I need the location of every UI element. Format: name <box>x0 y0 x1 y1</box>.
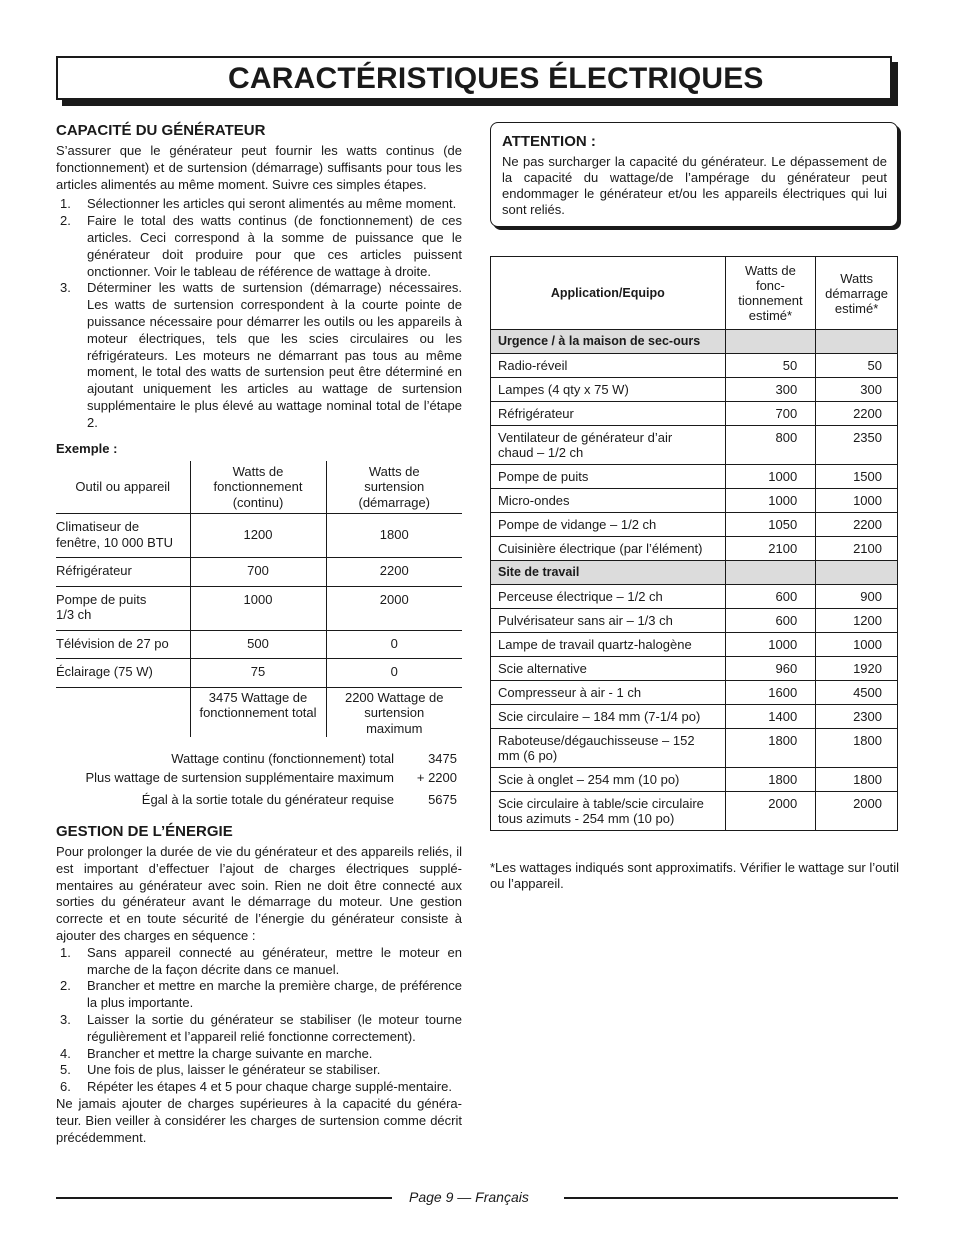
energy-step: 2. Brancher et mettre en marche la première charge, de préférence la plus importante. <box>60 978 462 1011</box>
energy-heading: GESTION DE L’ÉNERGIE <box>56 823 233 841</box>
page-title: CARACTÉRISTIQUES ÉLECTRIQUES <box>228 62 764 95</box>
summary-row <box>56 768 462 787</box>
example-item: Pompe de puits 1/3 ch <box>56 586 190 630</box>
example-col-run: Watts de fonctionnement (continu) <box>190 461 326 514</box>
run-watts: 600 <box>725 585 816 609</box>
wattage-note: *Les wattages indiqués sont approximatifs. Vérifier le wattage sur l’outil ou l’appareil. <box>490 860 899 891</box>
page-footer <box>56 1188 898 1208</box>
run-watts: 1400 <box>725 705 816 729</box>
attention-title: ATTENTION : <box>502 133 596 150</box>
footer-rule-left <box>56 1197 392 1199</box>
start-watts: 2350 <box>816 426 898 465</box>
run-watts: 1800 <box>725 729 816 768</box>
table-row <box>56 558 462 587</box>
run-watts: 1050 <box>725 513 816 537</box>
app-name: Lampe de travail quartz-halogène <box>491 633 726 657</box>
energy-outro: Ne jamais ajouter de charges supérieures à la capacité du généra-teur. Bien veiller à considérer les charges de surtension comme décrit précédemment. <box>56 1096 462 1145</box>
wattage-table <box>490 256 898 831</box>
left-column <box>56 122 462 1146</box>
run-watts: 2000 <box>725 792 816 831</box>
energy-steps <box>56 945 462 1096</box>
table-row <box>56 630 462 659</box>
app-name: Raboteuse/dégauchisseuse – 152 mm (6 po) <box>491 729 726 768</box>
attention-panel <box>490 122 898 227</box>
table-row <box>56 514 462 558</box>
app-name: Pompe de puits <box>491 465 726 489</box>
title-banner <box>56 56 898 106</box>
page-number: Page 9 — Français <box>409 1189 529 1205</box>
example-total-spacer <box>56 687 190 737</box>
example-start: 1800 <box>326 514 462 558</box>
start-watts: 1800 <box>816 729 898 768</box>
app-name: Scie circulaire à table/scie circulaire tous azimuts - 254 mm (10 po) <box>491 792 726 831</box>
energy-step: 3. Laisser la sortie du générateur se stabiliser (le moteur tourne régulièrement et l’appareil relié fonctionne correctement). <box>60 1012 462 1044</box>
summary-row <box>56 749 462 768</box>
table-row <box>491 402 898 426</box>
energy-step: 5. Une fois de plus, laisser le générateur se stabiliser. <box>60 1062 381 1078</box>
app-name: Scie circulaire – 184 mm (7-1/4 po) <box>491 705 726 729</box>
capacity-intro: S’assurer que le générateur peut fournir les watts continus (de fonctionnement) et de surtension (démarrage) suffisants pour tous les articles alimentés au même moment. Suivre ces simples étapes. <box>56 143 462 192</box>
summary-label: Wattage continu (fonctionnement) total <box>171 751 394 767</box>
energy-intro: Pour prolonger la durée de vie du générateur et des appareils reliés, il est important d’effectuer l’ajout de charges électriques supplé-mentaires au générateur avec soin. Rien ne doit être connecté aux sorties du générateur avant le démarrage du moteur. Une gestion correcte et en toute sécurité de l’énergie du générateur consiste à ajouter des charges en séquence : <box>56 844 462 944</box>
table-row <box>491 768 898 792</box>
run-watts: 300 <box>725 378 816 402</box>
start-watts: 2200 <box>816 513 898 537</box>
table-row <box>491 729 898 768</box>
summary-label: Égal à la sortie totale du générateur requise <box>141 792 394 808</box>
wattage-col-run: Watts de fonc-tionnement estimé* <box>725 257 816 330</box>
start-watts: 1920 <box>816 657 898 681</box>
example-run: 700 <box>190 558 326 587</box>
example-start: 0 <box>326 630 462 659</box>
example-item: Réfrigérateur <box>56 558 190 587</box>
table-row <box>56 586 462 630</box>
run-watts: 700 <box>725 402 816 426</box>
start-watts: 1000 <box>816 633 898 657</box>
table-row <box>491 633 898 657</box>
example-run: 1000 <box>190 586 326 630</box>
section-row <box>491 561 898 585</box>
right-column <box>490 122 902 891</box>
example-table <box>56 461 462 738</box>
app-name: Perceuse électrique – 1/2 ch <box>491 585 726 609</box>
start-watts: 2200 <box>816 402 898 426</box>
example-run: 500 <box>190 630 326 659</box>
start-watts: 1800 <box>816 768 898 792</box>
app-name: Lampes (4 qty x 75 W) <box>491 378 726 402</box>
start-watts: 1000 <box>816 489 898 513</box>
table-row <box>491 537 898 561</box>
table-row <box>491 705 898 729</box>
app-name: Pulvérisateur sans air – 1/3 ch <box>491 609 726 633</box>
footer-rule-right <box>564 1197 898 1199</box>
run-watts: 50 <box>725 354 816 378</box>
wattage-header-row <box>491 257 898 330</box>
capacity-step: 2. Faire le total des watts continus (de fonctionnement) de ces articles. Ceci correspond à la somme de puissance que le générateur doit produire pour que ces articles puissent onctionner. Voir le tableau de référence de wattage à droite. <box>60 213 462 279</box>
title-box <box>56 56 892 100</box>
energy-step: 6. Répéter les étapes 4 et 5 pour chaque charge supplé-mentaire. <box>60 1079 452 1095</box>
example-col-start: Watts de surtension (démarrage) <box>326 461 462 514</box>
summary-value: 5675 <box>428 792 457 808</box>
app-name: Cuisinière électrique (par l’élément) <box>491 537 726 561</box>
run-watts: 1000 <box>725 465 816 489</box>
capacity-heading: CAPACITÉ DU GÉNÉRATEUR <box>56 122 266 139</box>
app-name: Micro-ondes <box>491 489 726 513</box>
table-row <box>491 426 898 465</box>
table-row <box>491 792 898 831</box>
summary-value: + 2200 <box>416 770 457 786</box>
table-row <box>491 657 898 681</box>
app-name: Pompe de vidange – 1/2 ch <box>491 513 726 537</box>
attention-box <box>490 122 901 230</box>
run-watts: 2100 <box>725 537 816 561</box>
run-watts: 600 <box>725 609 816 633</box>
section-row <box>491 330 898 354</box>
table-row <box>491 585 898 609</box>
table-row <box>491 489 898 513</box>
table-row <box>491 354 898 378</box>
table-row <box>491 465 898 489</box>
table-row <box>56 659 462 688</box>
run-watts: 1800 <box>725 768 816 792</box>
summary-value: 3475 <box>428 751 457 767</box>
capacity-step: 1. Sélectionner les articles qui seront alimentés au même moment. <box>60 196 457 212</box>
wattage-col-app: Application/Equipo <box>491 257 726 330</box>
example-start: 2000 <box>326 586 462 630</box>
example-label: Exemple : <box>56 440 118 456</box>
example-total-start: 2200 Wattage de surtension maximum <box>326 687 462 737</box>
example-run: 75 <box>190 659 326 688</box>
example-start: 0 <box>326 659 462 688</box>
run-watts: 1600 <box>725 681 816 705</box>
run-watts: 1000 <box>725 633 816 657</box>
start-watts: 2100 <box>816 537 898 561</box>
app-name: Scie alternative <box>491 657 726 681</box>
energy-step: 1. Sans appareil connecté au générateur, mettre le moteur en marche de la façon décrite dans ce manuel. <box>60 944 462 977</box>
run-watts: 800 <box>725 426 816 465</box>
app-name: Ventilateur de générateur d’air chaud – 1/2 ch <box>491 426 726 465</box>
example-total-run: 3475 Wattage de fonctionnement total <box>190 687 326 737</box>
start-watts: 1500 <box>816 465 898 489</box>
example-item: Éclairage (75 W) <box>56 659 190 688</box>
summary-row <box>56 790 462 809</box>
example-start: 2200 <box>326 558 462 587</box>
run-watts: 960 <box>725 657 816 681</box>
section-name: Urgence / à la maison de sec-ours <box>491 330 726 354</box>
start-watts: 300 <box>816 378 898 402</box>
attention-text: Ne pas surcharger la capacité du générateur. Le dépassement de la capacité du wattage/de l’ampérage du générateur peut endommager le générateur et/ou les appareils électriques qui lui sont reliés. <box>502 154 887 217</box>
table-row <box>491 609 898 633</box>
start-watts: 2300 <box>816 705 898 729</box>
example-item: Télévision de 27 po <box>56 630 190 659</box>
run-watts: 1000 <box>725 489 816 513</box>
app-name: Réfrigérateur <box>491 402 726 426</box>
app-name: Radio-réveil <box>491 354 726 378</box>
energy-step: 4. Brancher et mettre la charge suivante en marche. <box>60 1045 373 1061</box>
summary-label: Plus wattage de surtension supplémentaire maximum <box>85 770 394 786</box>
app-name: Compresseur à air - 1 ch <box>491 681 726 705</box>
start-watts: 4500 <box>816 681 898 705</box>
wattage-col-start: Watts démarrage estimé* <box>816 257 898 330</box>
start-watts: 50 <box>816 354 898 378</box>
start-watts: 900 <box>816 585 898 609</box>
table-row <box>491 378 898 402</box>
example-item: Climatiseur de fenêtre, 10 000 BTU <box>56 514 190 558</box>
capacity-steps <box>56 196 462 431</box>
start-watts: 1200 <box>816 609 898 633</box>
example-summary <box>56 749 462 809</box>
start-watts: 2000 <box>816 792 898 831</box>
example-total-row <box>56 687 462 737</box>
table-row <box>491 513 898 537</box>
section-name: Site de travail <box>491 561 726 585</box>
app-name: Scie à onglet – 254 mm (10 po) <box>491 768 726 792</box>
example-col-item: Outil ou appareil <box>75 479 171 495</box>
table-row <box>491 681 898 705</box>
example-run: 1200 <box>190 514 326 558</box>
example-header-row <box>56 461 462 514</box>
capacity-step: 3. Déterminer les watts de surtension (démarrage) nécessaires. Les watts de surtension correspondent à la courte pointe de puissance nécessaire pour démarrer les outils ou les appareils à moteur électriques, tels que les scies circulaires ou les réfrigérateurs. Les moteurs ne démarrant pas tous au même moment, le total des watts de surtension peut être déterminé en ajoutant uniquement les articles au wattage de surtension supplémentaire le plus élevé au wattage nominal total de l’étape 2. <box>60 280 462 430</box>
